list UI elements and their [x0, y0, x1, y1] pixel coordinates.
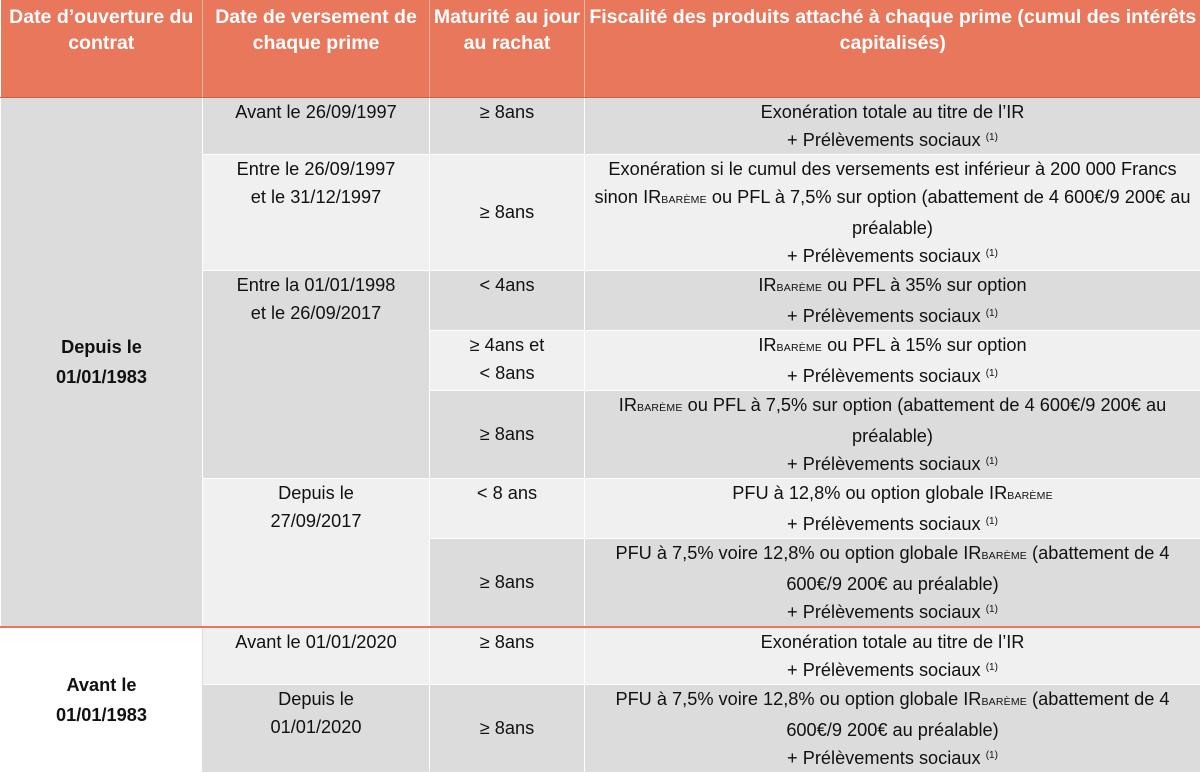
maturite-cell: < 4ans [430, 270, 585, 330]
header-maturite: Maturité au jour au rachat [430, 0, 585, 97]
fiscalite-cell: PFU à 12,8% ou option globale IRBARÈME + Prélèvements sociaux $^{(1)}$ [585, 478, 1200, 538]
versement-cell: Depuis le 27/09/2017 [203, 478, 430, 627]
maturite-cell: ≥ 4ans et < 8ans [430, 330, 585, 390]
group-label: Depuis le [61, 337, 142, 357]
maturite-cell: ≥ 8ans [430, 538, 585, 627]
maturite-cell: < 8 ans [430, 478, 585, 538]
fiscalite-cell: PFU à 7,5% voire 12,8% ou option globale IRBARÈME (abattement de 4 600€/9 200€ au préalable) + Prélèvements sociaux $^{(1)}$ [585, 538, 1200, 627]
fiscalite-cell: IRBARÈME ou PFL à 15% sur option + Prélèvements sociaux $^{(1)}$ [585, 330, 1200, 390]
maturite-cell: ≥ 8ans [430, 627, 585, 685]
fiscalite-cell: Exonération totale au titre de l’IR + Prélèvements sociaux $^{(1)}$ [585, 627, 1200, 685]
footnote-ref: (1) [986, 368, 998, 379]
versement-cell: Entre le 26/09/1997 et le 31/12/1997 [203, 154, 430, 270]
group-date: 01/01/1983 [56, 367, 147, 387]
maturite-cell: ≥ 8ans [430, 154, 585, 270]
fiscalite-cell: IRBARÈME ou PFL à 35% sur option + Prélèvements sociaux $^{(1)}$ [585, 270, 1200, 330]
versement-cell: Depuis le 01/01/2020 [203, 684, 430, 772]
table-row [1, 97, 1200, 154]
group-avant-1983 [1, 627, 203, 773]
maturite-cell: ≥ 8ans [430, 684, 585, 772]
versement-cell: Avant le 01/01/2020 [203, 627, 430, 685]
footnote-ref: (1) [986, 750, 998, 761]
header-fiscalite: Fiscalité des produits attaché à chaque prime (cumul des intérêts capitalisés) [585, 0, 1200, 97]
header-date-versement: Date de versement de chaque prime [203, 0, 430, 97]
footnote-ref: (1) [986, 308, 998, 319]
versement-cell: Avant le 26/09/1997 [203, 97, 430, 154]
maturite-cell: ≥ 8ans [430, 390, 585, 478]
footnote-ref: (1) [986, 604, 998, 615]
table-row [1, 627, 1200, 685]
group-depuis-1983 [1, 97, 203, 627]
fiscalite-cell: Exonération totale au titre de l’IR + Prélèvements sociaux $^{(1)}$ [585, 97, 1200, 154]
footnote-ref: (1) [986, 248, 998, 259]
group-label: Avant le [66, 675, 136, 695]
footnote-ref: (1) [986, 132, 998, 143]
versement-cell: Entre la 01/01/1998 et le 26/09/2017 [203, 270, 430, 478]
footnote-ref: (1) [986, 662, 998, 673]
fiscalite-cell: IRBARÈME ou PFL à 7,5% sur option (abattement de 4 600€/9 200€ au préalable) + Prélèvements sociaux $^{(1)}$ [585, 390, 1200, 478]
fiscalite-cell: PFU à 7,5% voire 12,8% ou option globale IRBARÈME (abattement de 4 600€/9 200€ au préalable) + Prélèvements sociaux $^{(1)}$ [585, 684, 1200, 772]
fiscalite-cell: Exonération si le cumul des versements est inférieur à 200 000 Francs sinon IRBARÈME ou PFL à 7,5% sur option (abattement de 4 600€/9 200€ au préalable) + Prélèvements sociaux $^{(1)}$ [585, 154, 1200, 270]
header-row [1, 0, 1200, 97]
footnote-ref: (1) [986, 516, 998, 527]
maturite-cell: ≥ 8ans [430, 97, 585, 154]
footnote-ref: (1) [986, 456, 998, 467]
header-date-ouverture: Date d’ouverture du contrat [1, 0, 203, 97]
group-date: 01/01/1983 [56, 705, 147, 725]
